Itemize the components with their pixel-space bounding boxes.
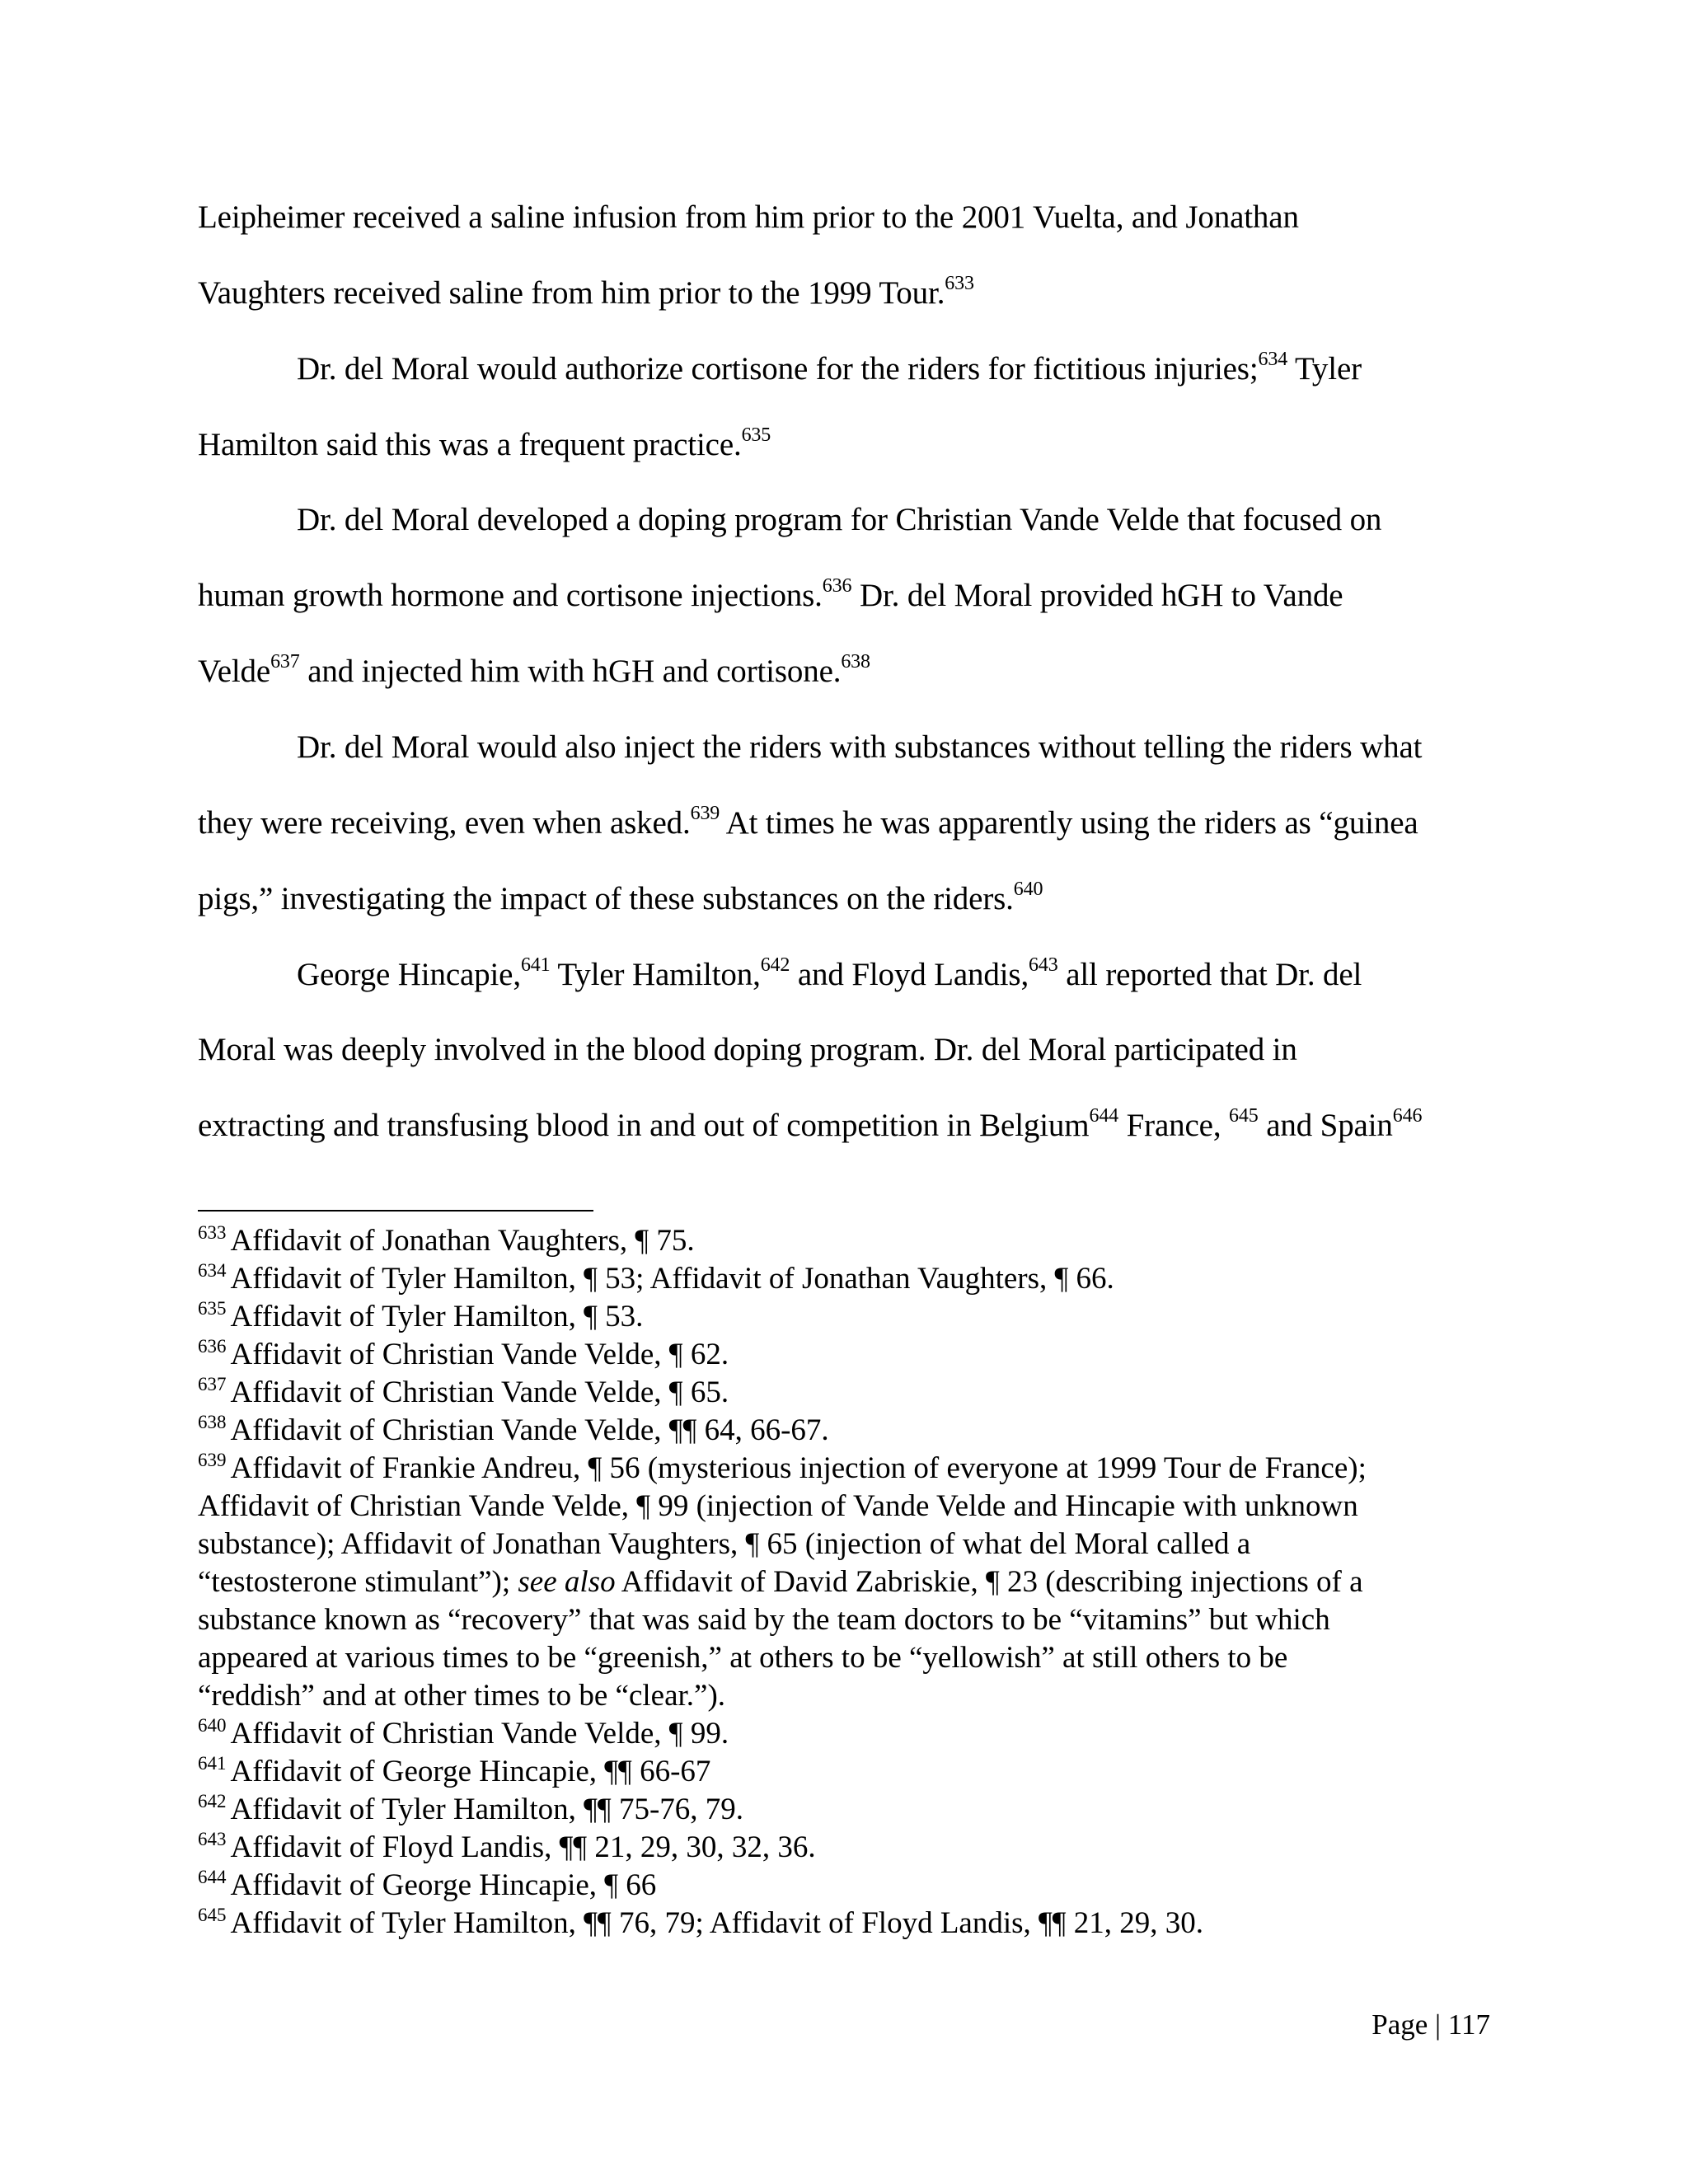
footnote-ref: 644 (198, 1867, 227, 1887)
footnote-ref: 646 (1392, 1105, 1423, 1127)
text-run: Velde (198, 654, 271, 689)
body-line (297, 956, 1362, 994)
footnote-line (198, 1905, 1484, 1943)
text-run: Affidavit of Christian Vande Velde, ¶¶ 64, 66-67. (230, 1413, 829, 1447)
text-run: Vaughters received saline from him prior to the 1999 Tour. (198, 275, 945, 311)
footnote-ref: 635 (198, 1298, 227, 1319)
footnote-ref: 634 (198, 1260, 227, 1281)
text-run: Affidavit of George Hincapie, ¶ 66 (230, 1868, 657, 1902)
body-line (297, 501, 1381, 539)
text-run: Dr. del Moral would also inject the riders with substances without telling the riders what (297, 729, 1423, 765)
footnote-ref: 639 (198, 1450, 227, 1470)
text-run: and Spain (1258, 1108, 1393, 1143)
text-run: extracting and transfusing blood in and out of competition in Belgium (198, 1108, 1090, 1143)
footnote-line (198, 1450, 1484, 1488)
footnote-ref: 643 (198, 1829, 227, 1849)
text-run: Hamilton said this was a frequent practice. (198, 427, 742, 462)
body-line (198, 1107, 1422, 1145)
text-run: “testosterone stimulant”); (198, 1565, 518, 1599)
text-run: and injected him with hGH and cortisone. (299, 654, 842, 689)
text-run: Affidavit of Jonathan Vaughters, ¶ 75. (230, 1224, 695, 1258)
footnote-line (198, 1715, 1484, 1753)
text-run: and Floyd Landis, (790, 957, 1029, 992)
footnote-ref: 642 (760, 954, 790, 976)
footnote-ref: 633 (198, 1222, 227, 1243)
footnote-ref: 638 (198, 1412, 227, 1432)
body-line (198, 274, 974, 312)
text-run: Affidavit of Floyd Landis, ¶¶ 21, 29, 30, 32, 36. (230, 1830, 816, 1864)
footnote-line (198, 1374, 1484, 1412)
text-run: they were receiving, even when asked. (198, 805, 691, 841)
footnote-ref: 641 (520, 954, 551, 976)
text-run: Affidavit of Christian Vande Velde, ¶ 62. (230, 1338, 729, 1371)
footnote-ref: 643 (1029, 954, 1058, 976)
footnote-line (198, 1222, 1484, 1260)
footnote-line (198, 1639, 1484, 1677)
footnote-ref: 636 (822, 575, 852, 597)
body-line (198, 804, 1418, 842)
text-run: France, (1118, 1108, 1230, 1143)
footnotes (198, 1222, 1484, 1943)
text-run: George Hincapie, (297, 957, 521, 992)
text-run: pigs,” investigating the impact of these substances on the riders. (198, 881, 1014, 916)
footnote-ref: 640 (1013, 879, 1043, 900)
footnote-line (198, 1336, 1484, 1374)
text-run: Moral was deeply involved in the blood doping program. Dr. del Moral participated in (198, 1032, 1297, 1067)
text-run: Affidavit of Tyler Hamilton, ¶¶ 75-76, 79. (230, 1793, 744, 1826)
footnote-line (198, 1829, 1484, 1867)
text-run: Dr. del Moral would authorize cortisone for the riders for fictitious injuries; (297, 351, 1259, 387)
footnote-ref: 645 (1229, 1105, 1259, 1127)
text-run: Affidavit of Christian Vande Velde, ¶ 65. (230, 1376, 729, 1409)
text-run: human growth hormone and cortisone injections. (198, 578, 823, 613)
text-run: appeared at various times to be “greenish,” at others to be “yellowish” at still others to be (198, 1641, 1288, 1675)
footnote-ref: 645 (198, 1905, 227, 1925)
body-line (198, 426, 771, 464)
footnote-ref: 635 (741, 424, 771, 446)
text-run: substance known as “recovery” that was said by the team doctors to be “vitamins” but which (198, 1603, 1330, 1637)
footnote-line (198, 1753, 1484, 1791)
body-line (198, 653, 870, 691)
footnote-ref: 639 (690, 803, 720, 824)
text-run: Affidavit of Christian Vande Velde, ¶ 99. (230, 1717, 729, 1750)
footnote-line (198, 1677, 1484, 1715)
page-number: Page | 117 (1372, 2008, 1490, 2041)
footnote-ref: 636 (198, 1336, 227, 1357)
footnote-line (198, 1563, 1484, 1601)
text-run: Affidavit of Tyler Hamilton, ¶ 53; Affidavit of Jonathan Vaughters, ¶ 66. (230, 1262, 1114, 1296)
body-line (198, 880, 1043, 918)
footnote-line (198, 1298, 1484, 1336)
body-line (198, 577, 1343, 615)
text-run: Tyler (1287, 351, 1362, 387)
footnote-line (198, 1867, 1484, 1905)
text-run: Affidavit of George Hincapie, ¶¶ 66-67 (230, 1755, 711, 1788)
footnote-line (198, 1791, 1484, 1829)
footnote-separator (198, 1210, 593, 1212)
body-line (198, 1031, 1297, 1069)
italic-text: see also (518, 1565, 616, 1599)
body-line (198, 199, 1299, 237)
footnote-line (198, 1526, 1484, 1563)
text-run: At times he was apparently using the riders as “guinea (720, 805, 1418, 841)
footnote-ref: 642 (198, 1791, 227, 1811)
footnote-line (198, 1601, 1484, 1639)
footnote-ref: 634 (1258, 349, 1288, 370)
footnote-line (198, 1412, 1484, 1450)
text-run: Dr. del Moral developed a doping program for Christian Vande Velde that focused on (297, 502, 1382, 537)
text-run: substance); Affidavit of Jonathan Vaughters, ¶ 65 (injection of what del Moral called a (198, 1527, 1251, 1561)
footnote-ref: 640 (198, 1715, 227, 1736)
text-run: Dr. del Moral provided hGH to Vande (851, 578, 1343, 613)
text-run: Tyler Hamilton, (550, 957, 761, 992)
text-run: all reported that Dr. del (1057, 957, 1362, 992)
body-line (297, 729, 1422, 766)
footnote-ref: 641 (198, 1753, 227, 1774)
footnote-ref: 637 (270, 651, 300, 673)
footnote-ref: 638 (841, 651, 870, 673)
text-run: Affidavit of Frankie Andreu, ¶ 56 (mysterious injection of everyone at 1999 Tour de France); (230, 1451, 1367, 1485)
footnote-ref: 644 (1089, 1105, 1119, 1127)
text-run: Affidavit of David Zabriskie, ¶ 23 (describing injections of a (615, 1565, 1363, 1599)
text-run: Affidavit of Tyler Hamilton, ¶¶ 76, 79; Affidavit of Floyd Landis, ¶¶ 21, 29, 30. (230, 1906, 1204, 1940)
footnote-ref: 633 (945, 273, 974, 294)
text-run: “reddish” and at other times to be “clear.”). (198, 1679, 726, 1713)
footnote-line (198, 1488, 1484, 1526)
text-run: Affidavit of Tyler Hamilton, ¶ 53. (230, 1300, 644, 1333)
footnote-ref: 637 (198, 1374, 227, 1394)
body-line (297, 350, 1362, 388)
text-run: Leipheimer received a saline infusion from him prior to the 2001 Vuelta, and Jonathan (198, 199, 1299, 235)
text-run: Affidavit of Christian Vande Velde, ¶ 99 (injection of Vande Velde and Hincapie with unknown (198, 1489, 1358, 1523)
footnote-line (198, 1260, 1484, 1298)
